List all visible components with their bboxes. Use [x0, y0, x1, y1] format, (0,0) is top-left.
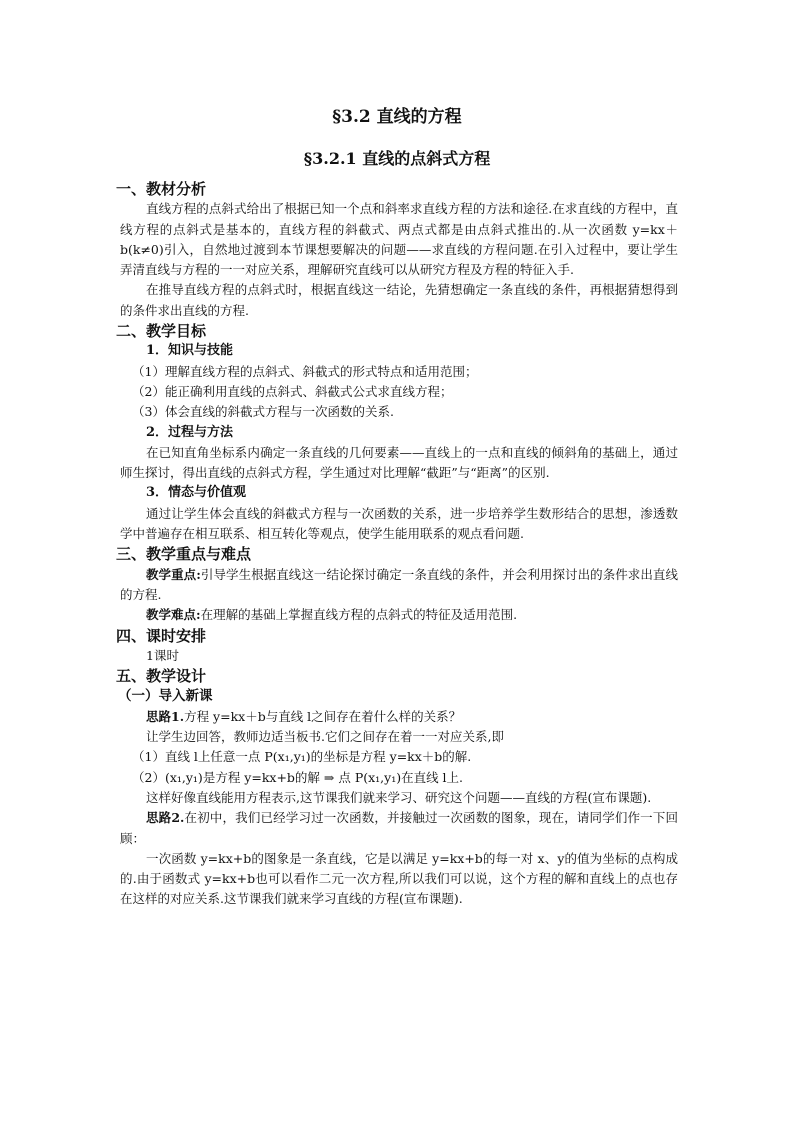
key-point-label: 教学重点: — [146, 566, 201, 582]
key-point-text: 引导学生根据直线这一结论探讨确定一条直线的条件，并会利用探讨出的条件求出直线的方程. — [120, 566, 678, 602]
idea-2-text: 在初中，我们已经学习过一次函数，并接触过一次函数的图象，现在，请同学们作一下回顾： — [120, 810, 678, 846]
heading-textbook-analysis: 一、教材分析 — [116, 180, 207, 198]
paragraph-difficult-point — [120, 605, 678, 625]
list-item: （3）体会直线的斜截式方程与一次函数的关系. — [132, 404, 394, 420]
idea-1-text: 方程 y=kx＋b与直线 l之间存在着什么样的关系？ — [184, 708, 462, 724]
heading-key-difficult-points: 三、教学重点与难点 — [116, 545, 252, 564]
paragraph-idea-2 — [120, 808, 678, 849]
paragraph: 在已知直角坐标系内确定一条直线的几何要素——直线上的一点和直线的倾斜角的基础上，通过师生探讨，得出直线的点斜式方程，学生通过对比理解“截距”与“距离”的区别. — [120, 444, 678, 481]
subheading-emotion-values: 3．情态与价值观 — [146, 485, 247, 501]
difficult-point-text: 在理解的基础上掌握直线方程的点斜式的特征及适用范围. — [200, 607, 518, 623]
paragraph-idea-1 — [120, 707, 678, 727]
subheading-process-method: 2．过程与方法 — [146, 424, 234, 440]
document-body — [116, 179, 678, 910]
paragraph-key-point — [120, 565, 678, 606]
subheading-knowledge-skills: 1．知识与技能 — [146, 343, 234, 359]
heading-class-schedule: 四、课时安排 — [116, 626, 207, 645]
list-item: （1）理解直线方程的点斜式、斜截式的形式特点和适用范围； — [132, 363, 478, 379]
paragraph: 一次函数 y=kx+b的图象是一条直线，它是以满足 y=kx+b的每一对 x、y的值为坐标的点构成的.由于函数式 y=kx+b也可以看作二元一次方程,所以我们可以说，这个方程的解和直线上的点也存在这样的对应关系.这节课我们就来学习直线的方程(宣布课题). — [120, 850, 678, 907]
heading-teaching-design: 五、教学设计 — [116, 667, 207, 686]
paragraph: 直线方程的点斜式给出了根据已知一个点和斜率求直线方程的方法和途径.在求直线的方程中，直线方程的点斜式是基本的，直线方程的斜截式、两点式都是由点斜式推出的.从一次函数 y=kx＋b(k≠0)引入，自然地过渡到本节课想要解决的问题——求直线的方程问题.在引入过程中，要让学生弄清直线与方程的一一对应关系，理解研究直线可以从研究方程及方程的特征入手. — [120, 201, 678, 278]
section-title: §3.2 直线的方程 — [332, 107, 462, 127]
idea-2-label: 思路2. — [146, 810, 185, 826]
subheading-introduction: （一）导入新课 — [118, 688, 213, 705]
subsection-title: §3.2.1 直线的点斜式方程 — [303, 149, 491, 168]
list-item: （2）能正确利用直线的点斜式、斜截式公式求直线方程； — [132, 383, 453, 399]
heading-teaching-goals: 二、教学目标 — [116, 322, 207, 341]
class-hours: 1课时 — [146, 647, 179, 663]
list-item: （1）直线 l上任意一点 P(x₁,y₁)的坐标是方程 y=kx＋b的解. — [132, 749, 472, 765]
difficult-point-label: 教学难点: — [146, 607, 201, 623]
paragraph: 这样好像直线能用方程表示,这节课我们就来学习、研究这个问题——直线的方程(宣布课题). — [146, 789, 652, 805]
list-item: （2）(x₁,y₁)是方程 y=kx+b的解 ⇒ 点 P(x₁,y₁)在直线 l上. — [132, 769, 464, 785]
paragraph: 通过让学生体会直线的斜截式方程与一次函数的关系，进一步培养学生数形结合的思想，渗透数学中普遍存在相互联系、相互转化等观点，使学生能用联系的观点看问题. — [120, 505, 678, 542]
idea-1-label: 思路1. — [146, 708, 185, 724]
paragraph: 让学生边回答，教师边适当板书.它们之间存在着一一对应关系,即 — [146, 729, 504, 745]
paragraph: 在推导直线方程的点斜式时，根据直线这一结论，先猜想确定一条直线的条件，再根据猜想得到的条件求出直线的方程. — [120, 282, 678, 318]
